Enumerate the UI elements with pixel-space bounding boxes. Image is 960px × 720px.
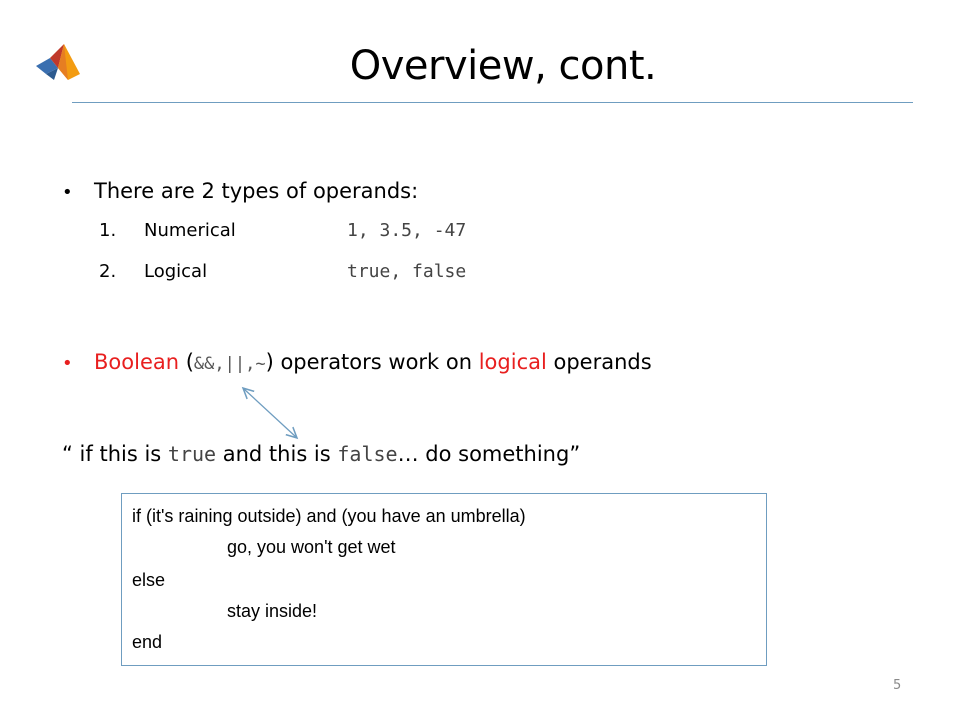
pseudocode-box [121, 493, 767, 666]
logical-word: logical [478, 350, 547, 374]
list-label: Logical [144, 261, 208, 282]
list-item-numerical [99, 218, 466, 244]
bullet-operand-types [62, 174, 418, 210]
list-number: 1. [99, 220, 117, 241]
code-line: stay inside! [227, 601, 318, 621]
page-number: 5 [893, 678, 902, 693]
code-true: true [167, 442, 217, 466]
quote-part: … do something” [397, 442, 581, 466]
code-line: else [132, 570, 166, 590]
code-line: go, you won't get wet [227, 537, 396, 557]
list-value: 1, 3.5, -47 [347, 220, 467, 241]
bullet-middle-text: operators work on [273, 350, 479, 374]
quote-part: “ if this is [62, 442, 168, 466]
code-line: if (it's raining outside) and (you have an umbrella) [132, 506, 526, 526]
close-paren: ) [265, 350, 274, 374]
list-item-logical [99, 259, 466, 285]
list-value: true, false [347, 261, 467, 282]
bullet-icon: • [62, 182, 73, 203]
operators-code: &&,||,~ [193, 354, 266, 374]
bullet-text: There are 2 types of operands: [94, 179, 419, 203]
slide-title: Overview, cont. [349, 43, 657, 89]
bullet-icon: • [62, 353, 73, 374]
quote-part: and this is [216, 442, 338, 466]
list-label: Numerical [144, 220, 236, 241]
open-paren: ( [179, 350, 194, 374]
bullet-boolean-operators [62, 345, 652, 381]
title-divider [72, 102, 913, 103]
list-number: 2. [99, 261, 117, 282]
quote-line [62, 437, 580, 471]
code-false: false [337, 442, 398, 466]
code-line: end [132, 632, 163, 652]
boolean-word: Boolean [94, 350, 180, 374]
bullet-end-text: operands [546, 350, 652, 374]
